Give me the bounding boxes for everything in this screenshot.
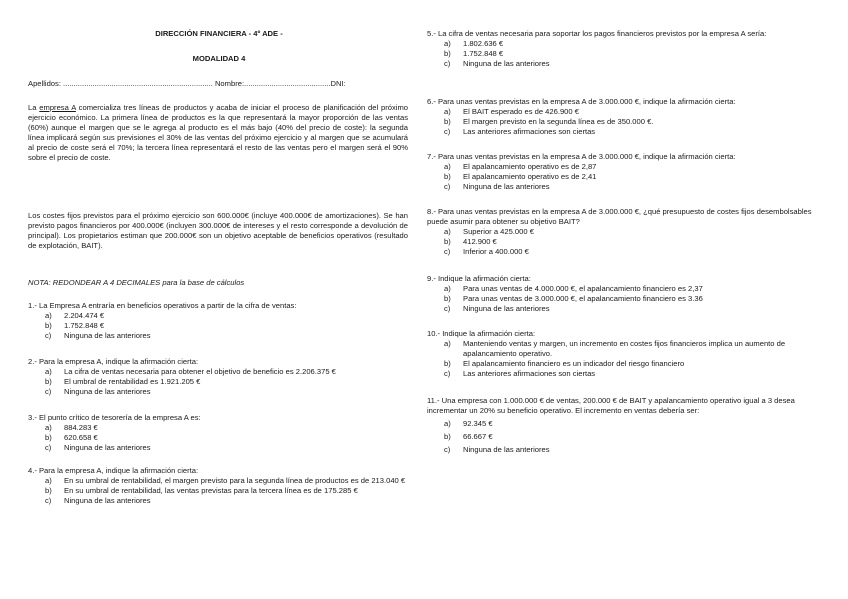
question-8 — [427, 207, 817, 257]
option-label: c) — [444, 182, 451, 192]
option-label: b) — [45, 321, 52, 331]
option-b[interactable] — [427, 294, 817, 304]
option-label: c) — [444, 304, 451, 314]
option-a[interactable] — [28, 311, 410, 321]
option-label: a) — [444, 107, 451, 117]
option-text: 1.752.848 € — [463, 49, 504, 59]
option-text: 1.752.848 € — [64, 321, 105, 331]
option-label: a) — [444, 227, 451, 237]
option-label: b) — [444, 432, 451, 442]
option-label: b) — [444, 49, 451, 59]
document-title: DIRECCIÓN FINANCIERA - 4º ADE - — [155, 29, 283, 38]
option-text: Para unas ventas de 3.000.000 €, el apalancamiento financiero es 3.36 — [463, 294, 703, 304]
option-label: c) — [45, 496, 52, 506]
option-c[interactable] — [28, 496, 410, 506]
option-label: c) — [444, 247, 451, 257]
option-a[interactable] — [427, 339, 817, 359]
option-b[interactable] — [427, 117, 817, 127]
intro-lead: La — [28, 103, 40, 112]
question-5 — [427, 29, 817, 69]
question-text: 2.- Para la empresa A, indique la afirmación cierta: — [28, 357, 199, 366]
question-text: 1.- La Empresa A entraría en beneficios operativos a partir de la cifra de ventas: — [28, 301, 297, 310]
option-label: b) — [444, 117, 451, 127]
option-text: 92.345 € — [463, 419, 493, 429]
option-c[interactable] — [427, 59, 817, 69]
option-b[interactable] — [28, 377, 410, 387]
option-text: En su umbral de rentabilidad, las ventas previstas para la tercera línea es de 175.285 € — [64, 486, 358, 496]
question-text: 9.- Indique la afirmación cierta: — [427, 274, 531, 283]
option-text: Manteniendo ventas y margen, un incremento en costes fijos financieros implica un aumento de apalancamiento operativo. — [463, 339, 786, 359]
option-c[interactable] — [427, 304, 817, 314]
option-label: b) — [444, 172, 451, 182]
option-text: Ninguna de las anteriores — [64, 443, 151, 453]
option-b[interactable] — [427, 237, 817, 247]
question-text: 7.- Para unas ventas previstas en la empresa A de 3.000.000 €, indique la afirmación cierta: — [427, 152, 736, 161]
option-b[interactable] — [28, 321, 410, 331]
option-label: b) — [45, 486, 52, 496]
question-text: 10.- Indique la afirmación cierta: — [427, 329, 536, 338]
option-label: b) — [45, 433, 52, 443]
option-a[interactable] — [28, 367, 410, 377]
option-text: El margen previsto en la segunda línea es de 350.000 €. — [463, 117, 654, 127]
option-a[interactable] — [427, 162, 817, 172]
question-text: 6.- Para unas ventas previstas en la empresa A de 3.000.000 €, indique la afirmación cierta: — [427, 97, 736, 106]
option-text: Ninguna de las anteriores — [463, 182, 550, 192]
question-1 — [28, 301, 410, 341]
option-c[interactable] — [28, 331, 410, 341]
option-label: a) — [444, 419, 451, 429]
option-label: c) — [45, 387, 52, 397]
option-text: 620.658 € — [64, 433, 98, 443]
question-text: 3.- El punto crítico de tesorería de la empresa A es: — [28, 413, 201, 422]
question-10 — [427, 329, 817, 379]
option-text: 1.802.636 € — [463, 39, 504, 49]
intro-paragraph-2: Los costes fijos previstos para el próximo ejercicio son 600.000€ (incluye 400.000€ de amortizaciones). Se han previsto pagos financieros por 400.000€ (incluyen 300.000€ de intereses y el resto corresponde a devolución de principal). Los propietarios estiman que 200.000€ son un objetivo aceptable de beneficios operativos (resultado de explotación, BAIT). — [28, 211, 408, 251]
option-label: c) — [444, 59, 451, 69]
option-c[interactable] — [28, 443, 410, 453]
option-label: c) — [444, 369, 451, 379]
option-c[interactable] — [427, 247, 817, 257]
option-text: 412.900 € — [463, 237, 497, 247]
option-text: En su umbral de rentabilidad, el margen previsto para la segunda línea de productos es de 213.040 € — [64, 476, 406, 486]
option-text: Ninguna de las anteriores — [463, 304, 550, 314]
option-c[interactable] — [427, 182, 817, 192]
option-c[interactable] — [28, 387, 410, 397]
option-label: b) — [444, 294, 451, 304]
option-a[interactable] — [427, 227, 817, 237]
option-b[interactable] — [427, 432, 817, 442]
option-b[interactable] — [28, 433, 410, 443]
intro-body: comercializa tres líneas de productos y acaba de iniciar el proceso de planificación del próximo ejercicio económico. La primera línea de productos es la que representará la mayor proporción de las ventas (60%) aunque el margen que se le agrega al producto es el más bajo (40% del precio de coste): la segunda línea implicará según sus previsiones el 30% de las ventas del próximo ejercicio y al margen que se acumulará al precio de coste será el 70%; la tercera línea representará el resto de las ventas pero el margen será el 90% sobre el precio de coste. — [28, 103, 409, 163]
option-text: 66.667 € — [463, 432, 493, 442]
question-text: 5.- La cifra de ventas necesaria para soportar los pagos financieros previstos por la empresa A sería: — [427, 29, 767, 38]
option-text: 884.283 € — [64, 423, 98, 433]
question-7 — [427, 152, 817, 192]
option-label: a) — [45, 367, 52, 377]
option-text: Inferior a 400.000 € — [463, 247, 529, 257]
option-label: c) — [444, 445, 451, 455]
option-label: c) — [45, 443, 52, 453]
question-text: 8.- Para unas ventas previstas en la empresa A de 3.000.000 €, ¿qué presupuesto de costes fijos desembolsables puede asumir para obtener su objetivo BAIT? — [427, 207, 812, 227]
option-b[interactable] — [427, 49, 817, 59]
option-text: Ninguna de las anteriores — [463, 59, 550, 69]
option-label: a) — [444, 284, 451, 294]
option-text: Para unas ventas de 4.000.000 €, el apalancamiento financiero es 2,37 — [463, 284, 703, 294]
option-c[interactable] — [427, 445, 817, 455]
option-b[interactable] — [427, 359, 817, 369]
question-6 — [427, 97, 817, 137]
intro-paragraph-1 — [28, 103, 408, 163]
option-text: Ninguna de las anteriores — [463, 445, 550, 455]
option-b[interactable] — [427, 172, 817, 182]
question-11 — [427, 396, 817, 455]
option-text: El umbral de rentabilidad es 1.921.205 € — [64, 377, 201, 387]
option-label: a) — [45, 311, 52, 321]
option-b[interactable] — [28, 486, 410, 496]
option-text: Ninguna de las anteriores — [64, 496, 151, 506]
question-2 — [28, 357, 410, 397]
option-a[interactable] — [28, 423, 410, 433]
option-label: b) — [444, 359, 451, 369]
option-label: b) — [444, 237, 451, 247]
intro-company: empresa A — [39, 103, 76, 112]
option-text: La cifra de ventas necesaria para obtener el objetivo de beneficio es 2.206.375 € — [64, 367, 336, 377]
option-text: Ninguna de las anteriores — [64, 331, 151, 341]
modality-label: MODALIDAD 4 — [192, 54, 246, 63]
option-a[interactable] — [427, 39, 817, 49]
student-info-line: Apellidos: ....................................................................... Nombre:.........................................DNI: — [28, 79, 346, 88]
option-text: El apalancamiento financiero es un indicador del riesgo financiero — [463, 359, 685, 369]
option-label: b) — [45, 377, 52, 387]
question-text: 4.- Para la empresa A, indique la afirmación cierta: — [28, 466, 199, 475]
option-text: Ninguna de las anteriores — [64, 387, 151, 397]
option-text: El BAIT esperado es de 426.900 € — [463, 107, 579, 117]
option-label: a) — [444, 39, 451, 49]
question-3 — [28, 413, 410, 453]
option-text: El apalancamiento operativo es de 2,87 — [463, 162, 597, 172]
option-label: a) — [45, 476, 52, 486]
option-text: Las anteriores afirmaciones son ciertas — [463, 369, 596, 379]
option-label: c) — [45, 331, 52, 341]
option-text: Superior a 425.000 € — [463, 227, 534, 237]
option-a[interactable] — [28, 476, 410, 486]
option-c[interactable] — [427, 127, 817, 137]
option-text: El apalancamiento operativo es de 2,41 — [463, 172, 597, 182]
option-label: a) — [444, 162, 451, 172]
option-label: c) — [444, 127, 451, 137]
question-text: 11.- Una empresa con 1.000.000 € de ventas, 200.000 € de BAIT y apalancamiento operativo igual a 3 desea incrementar un 20% su beneficio operativo. El incremento en ventas debería ser: — [427, 396, 795, 416]
option-text: 2.204.474 € — [64, 311, 105, 321]
question-4 — [28, 466, 410, 506]
option-a[interactable] — [427, 107, 817, 117]
option-c[interactable] — [427, 369, 817, 379]
question-9 — [427, 274, 817, 314]
option-a[interactable] — [427, 284, 817, 294]
rounding-note: NOTA: REDONDEAR A 4 DECIMALES para la base de cálculos — [28, 278, 245, 287]
option-label: a) — [45, 423, 52, 433]
option-text: Las anteriores afirmaciones son ciertas — [463, 127, 596, 137]
option-label: a) — [444, 339, 451, 349]
option-a[interactable] — [427, 419, 817, 429]
